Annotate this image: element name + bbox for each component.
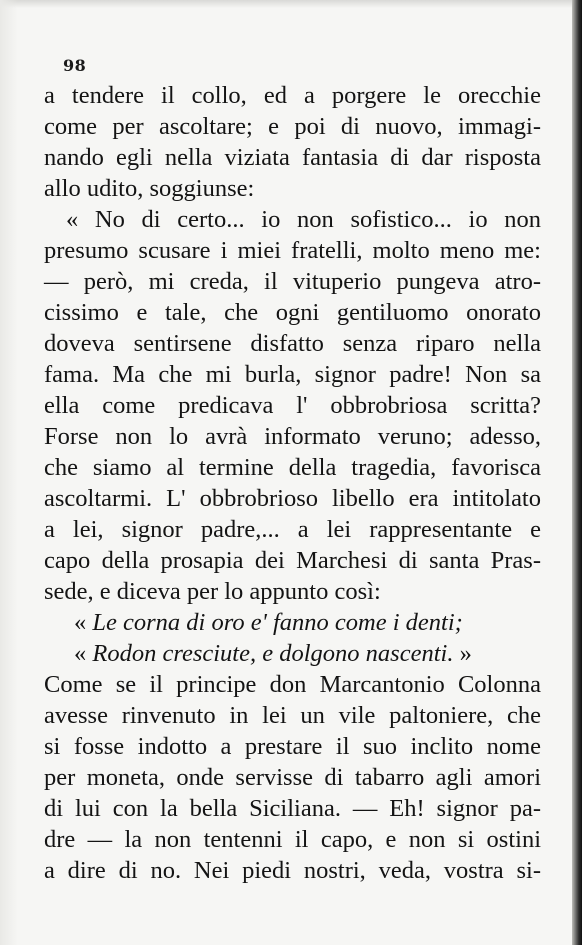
verse-close-quote: »	[453, 640, 472, 667]
page-number: 98	[63, 56, 87, 75]
text-line: Come se il principe don Marcantonio Colonna	[44, 671, 541, 698]
page-top-edge	[0, 0, 582, 8]
text-line: — però, mi creda, il vituperio pungeva atro-	[44, 268, 541, 295]
page-binding-edge	[572, 0, 582, 945]
verse-line	[44, 607, 541, 638]
text-line: ella come predicava l' obbrobriosa scritta?	[44, 392, 541, 419]
verse-open-quote: «	[74, 609, 93, 636]
text-line: cissimo e tale, che ogni gentiluomo onorato	[44, 299, 541, 326]
text-line: sede, e diceva per lo appunto così:	[44, 578, 381, 605]
verse-text: Le corna di oro e' fanno come i denti;	[92, 609, 463, 636]
verse-open-quote: «	[74, 640, 93, 667]
text-line: Forse non lo avrà informato veruno; adesso,	[44, 423, 541, 450]
text-line: di lui con la bella Siciliana. — Eh! signor pa-	[44, 795, 541, 822]
text-line: che siamo al termine della tragedia, favorisca	[44, 454, 541, 481]
text-line: fama. Ma che mi burla, signor padre! Non sa	[44, 361, 541, 388]
text-line: avesse rinvenuto in lei un vile paltoniere, che	[44, 702, 541, 729]
text-line: per moneta, onde servisse di tabarro agli amori	[44, 764, 541, 791]
text-line: a tendere il collo, ed a porgere le orecchie	[44, 82, 541, 109]
text-line: si fosse indotto a prestare il suo inclito nome	[44, 733, 541, 760]
text-line: ascoltarmi. L' obbrobrioso libello era intitolato	[44, 485, 541, 512]
text-line: a dire di no. Nei piedi nostri, veda, vostra si-	[44, 857, 541, 884]
page-left-shade	[0, 0, 18, 945]
text-line: presumo scusare i miei fratelli, molto meno me:	[44, 237, 541, 264]
text-line: dre — la non tentenni il capo, e non si ostini	[44, 826, 541, 853]
text-line: doveva sentirsene disfatto senza riparo nella	[44, 330, 541, 357]
text-line: capo della prosapia dei Marchesi di santa Pras-	[44, 547, 541, 574]
text-line: « No di certo... io non sofistico... io non	[66, 206, 541, 233]
text-line: allo udito, soggiunse:	[44, 175, 255, 202]
text-line: a lei, signor padre,... a lei rappresentante e	[44, 516, 541, 543]
text-line: come per ascoltare; e poi di nuovo, immagi-	[44, 113, 541, 140]
page-text	[44, 80, 541, 886]
verse-line	[44, 638, 541, 669]
text-line: nando egli nella viziata fantasia di dar risposta	[44, 144, 541, 171]
verse-text: Rodon cresciute, e dolgono nascenti.	[92, 640, 454, 667]
